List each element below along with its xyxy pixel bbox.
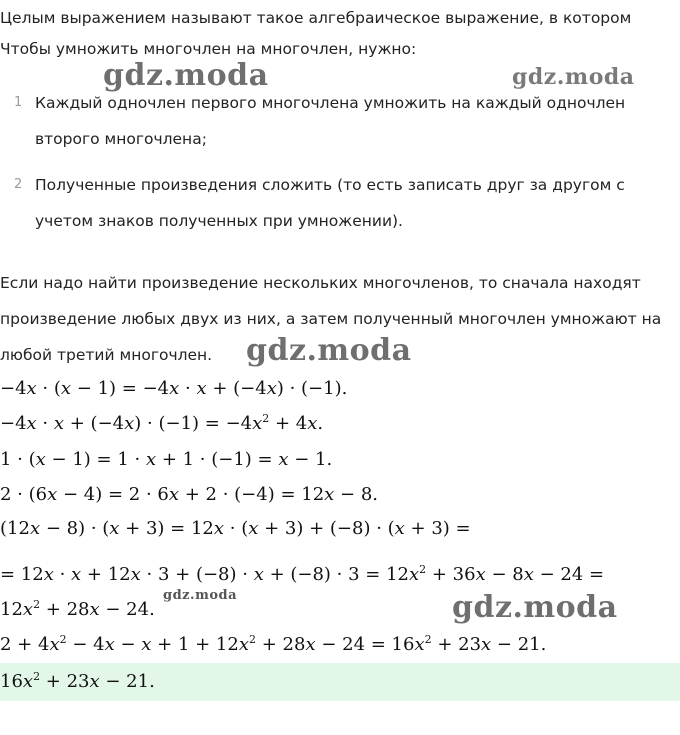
- math-line-2: $-4x \cdot x + (-4x) \cdot (-1) = -4x^2 + 4x$.: [0, 412, 324, 434]
- math-line-4: 2 · (6x − 4) = 2 · 6x + 2 · (−4) = 12x − 8.: [0, 484, 379, 505]
- rule-paragraph: Если надо найти произведение нескольких многочленов, то сначала находят произведение любых двух из них, а затем полученный многочлен умножают на любой третий многочлен.: [0, 274, 662, 364]
- step-number: 1: [14, 95, 23, 110]
- math-line-8: $2 + 4x^2 - 4x - x + 1 + 12x^2 + 28x - 24 = 16x^2 + 23x - 21$.: [0, 633, 547, 655]
- math-line-7: $12x^2 + 28x - 24$.: [0, 598, 155, 620]
- watermark: gdz.moda: [246, 333, 412, 368]
- math-line-5: (12x − 8) · (x + 3) = 12x · (x + 3) + (−8) · (x + 3) =: [0, 518, 471, 539]
- step-number: 2: [14, 177, 23, 192]
- intro-line-2: Чтобы умножить многочлен на многочлен, нужно:: [0, 40, 417, 58]
- watermark: gdz.moda: [452, 590, 618, 625]
- watermark: gdz.moda: [512, 64, 635, 90]
- watermark: gdz.moda: [103, 58, 269, 93]
- step-text: Полученные произведения сложить (то есть записать друг за другом с учетом знаков полученных при умножении).: [35, 176, 625, 230]
- intro-line-1: Целым выражением называют такое алгебраическое выражение, в котором: [0, 9, 632, 27]
- final-answer: $16x^2 + 23x - 21$.: [0, 670, 155, 692]
- math-line-1: −4x · (x − 1) = −4x · x + (−4x) · (−1).: [0, 378, 348, 399]
- watermark: gdz.moda: [163, 588, 238, 603]
- math-line-3: 1 · (x − 1) = 1 · x + 1 · (−1) = x − 1.: [0, 449, 333, 470]
- math-line-6: = $12x \cdot x + 12x \cdot 3 + (-8) \cdot x + (-8) \cdot 3 = 12x^2 + 36x - 8x - 24$ =: [0, 563, 605, 585]
- step-text: Каждый одночлен первого многочлена умножить на каждый одночлен второго многочлена;: [35, 94, 626, 148]
